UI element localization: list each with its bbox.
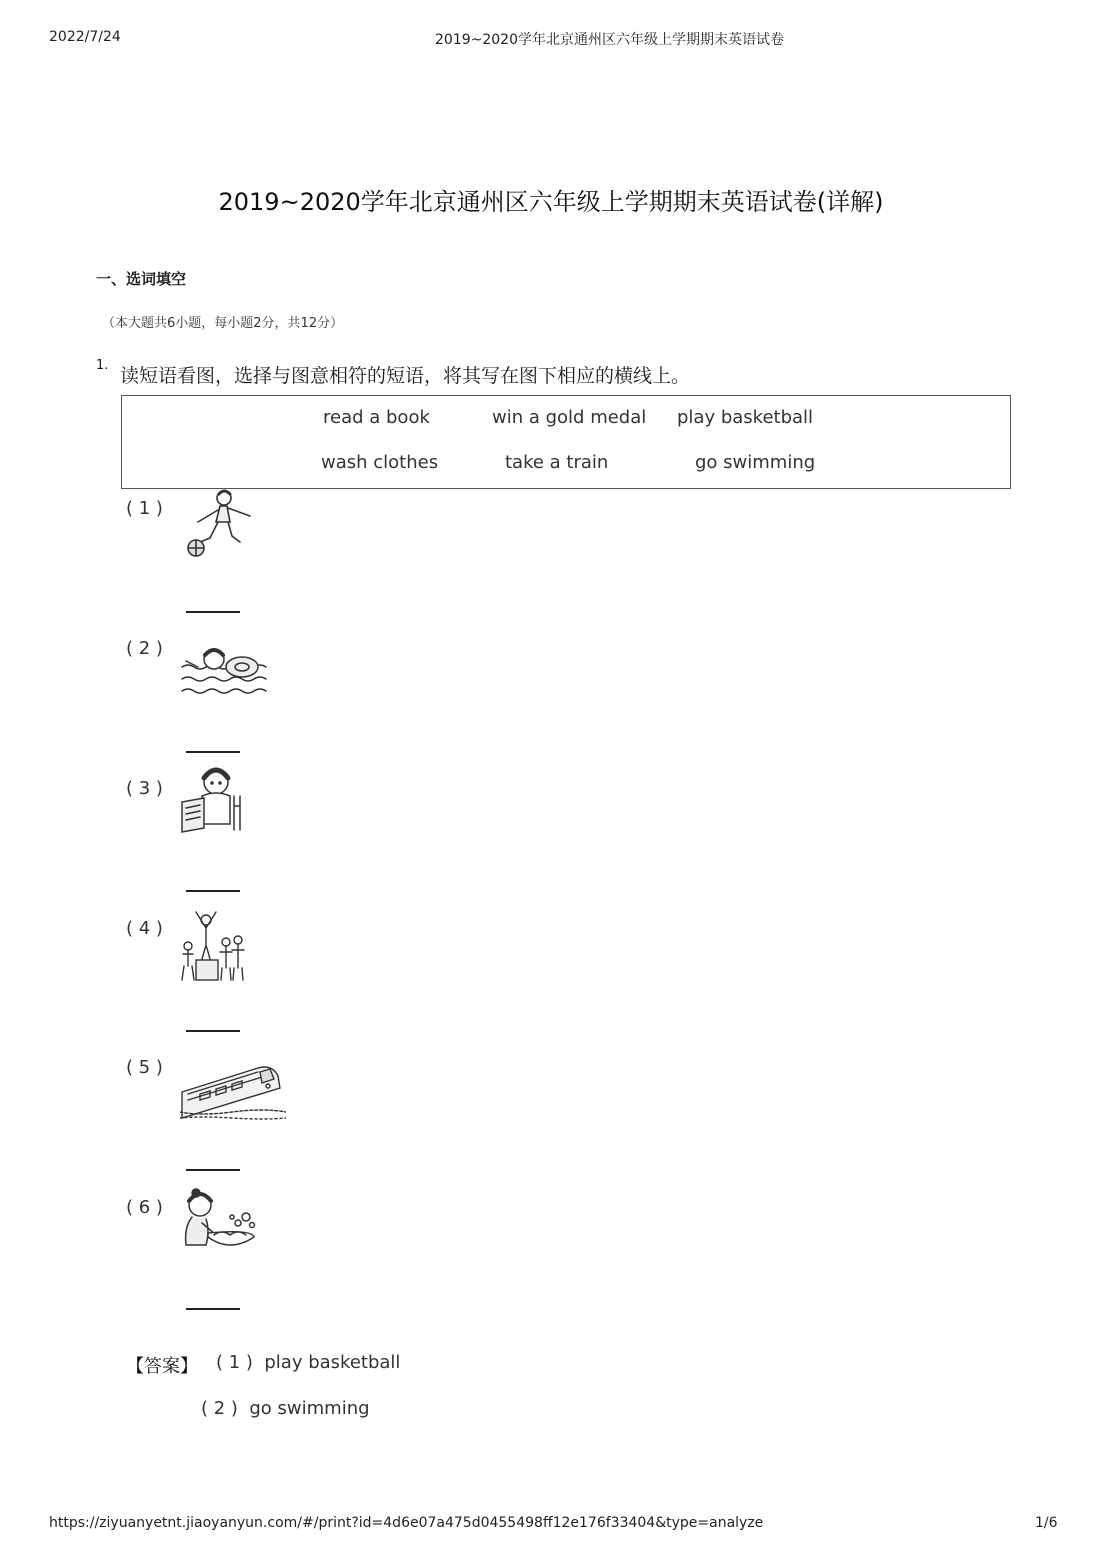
- section-note: （本大题共6小题，每小题2分，共12分）: [102, 316, 344, 331]
- page-number: 1/6: [1035, 1515, 1058, 1531]
- item-label-3: ( 3 ): [126, 778, 163, 799]
- print-date: 2022/7/24: [49, 29, 121, 45]
- answer-line-2: ( 2 ) go swimming: [201, 1398, 370, 1419]
- page-title: 2019~2020学年北京通州区六年级上学期期末英语试卷(详解): [218, 188, 884, 216]
- item-label-5: ( 5 ): [126, 1057, 163, 1078]
- answer-blank-5[interactable]: [186, 1169, 240, 1171]
- item-label-2: ( 2 ): [126, 638, 163, 659]
- answer-tag: 【答案】: [126, 1356, 198, 1377]
- answer-blank-3[interactable]: [186, 890, 240, 892]
- question-number: 1.: [96, 358, 109, 373]
- answer-blank-4[interactable]: [186, 1030, 240, 1032]
- item-label-1: ( 1 ): [126, 498, 163, 519]
- washing-girl-icon: [180, 1187, 258, 1259]
- basketball-boy-icon: [180, 486, 260, 561]
- option-play-basketball: play basketball: [677, 407, 814, 428]
- answer-blank-1[interactable]: [186, 611, 240, 613]
- answer-blank-6[interactable]: [186, 1308, 240, 1310]
- question-prompt: 读短语看图，选择与图意相符的短语，将其写在图下相应的横线上。: [120, 365, 691, 387]
- train-icon: [180, 1060, 286, 1120]
- option-go-swimming: go swimming: [695, 452, 816, 473]
- option-take-a-train: take a train: [505, 452, 609, 473]
- section-heading: 一、选词填空: [96, 270, 187, 288]
- option-win-a-gold-medal: win a gold medal: [492, 407, 647, 428]
- print-header-title: 2019~2020学年北京通州区六年级上学期期末英语试卷: [435, 32, 784, 48]
- answer-blank-2[interactable]: [186, 751, 240, 753]
- option-read-a-book: read a book: [323, 407, 430, 428]
- option-wash-clothes: wash clothes: [321, 452, 439, 473]
- medal-podium-icon: [180, 906, 252, 984]
- item-label-4: ( 4 ): [126, 918, 163, 939]
- reading-boy-icon: [180, 766, 246, 834]
- footer-url[interactable]: https://ziyuanyetnt.jiaoyanyun.com/#/print?id=4d6e07a475d0455498ff12e176f33404&type=analyze: [49, 1515, 764, 1531]
- answer-line-1: ( 1 ) play basketball: [216, 1352, 401, 1373]
- swimming-boy-icon: [180, 637, 268, 699]
- item-label-6: ( 6 ): [126, 1197, 163, 1218]
